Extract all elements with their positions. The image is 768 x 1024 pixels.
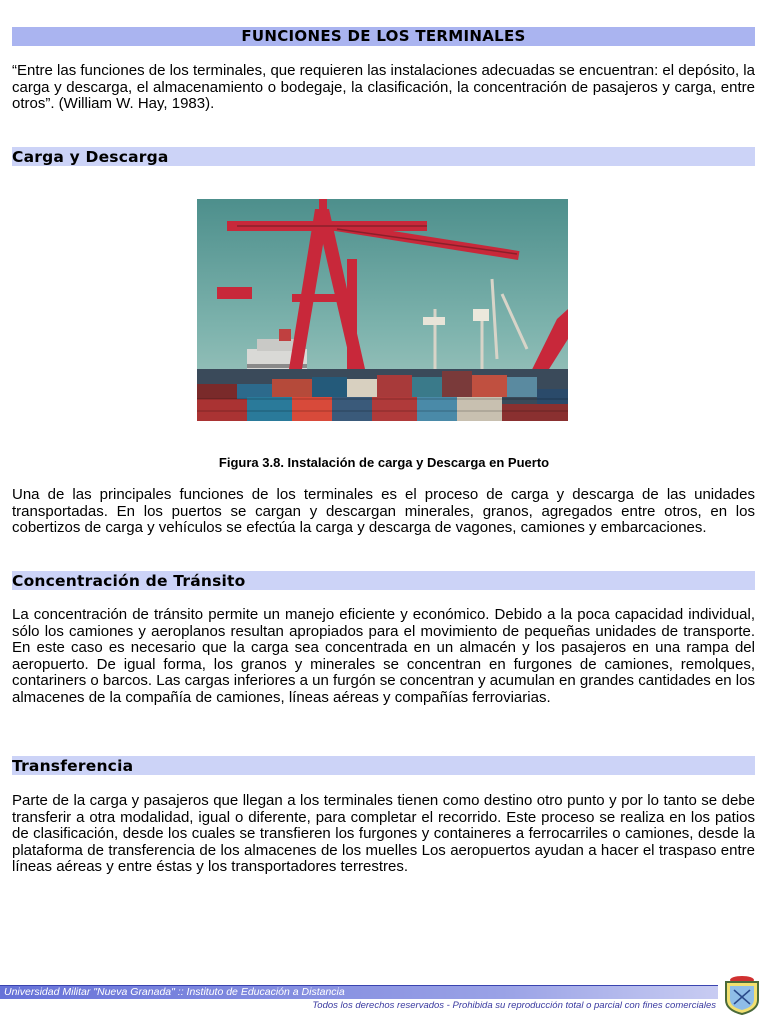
intro-paragraph: “Entre las funciones de los terminales, que requieren las instalaciones adecuadas se encuentran: el depósito, la carga y descarga, el almacenamiento o bodegaje, la clasificación, la concentración de pasajeros y carga, entre otros”. (William W. Hay, 1983). [12, 62, 755, 113]
figure-caption: Figura 3.8. Instalación de carga y Descarga en Puerto [218, 455, 550, 470]
section-body-concentracion: La concentración de tránsito permite un manejo eficiente y económico. Debido a la poca capacidad individual, sólo los camiones y aeroplanos resultan apropiados para el movimiento de pequeñas unidades de transporte. En este caso es necesario que la carga sea concentrada en un almacén y los pasajeros en una rampa del aeropuerto. De igual forma, los granos y minerales se concentran en furgones de camiones, remolques, contariners o barcos. Las cargas inferiores a un furgón se concentran y acumulan en grandes cantidades en los almacenes de la compañía de camiones, líneas aéreas y compañías ferroviarias. [12, 606, 755, 706]
section-body-transferencia: Parte de la carga y pasajeros que llegan a los terminales tienen como destino otro punto y por lo tanto se debe transferir a otra modalidad, igual o diferente, para completar el recorrido. Este proceso se realiza en los patios de clasificación, desde los cuales se transfieren los furgones y containeres a ferrocarriles o camiones, desde la plataforma de transferencia de los almacenes de los muelles Los aeropuertos ayudan a hacer el traspaso entre líneas aéreas y entre éstas y los transportadores terrestres. [12, 792, 755, 876]
page-title: FUNCIONES DE LOS TERMINALES [12, 27, 755, 46]
port-crane-photo [197, 199, 568, 421]
section-heading-transferencia: Transferencia [12, 756, 755, 775]
section-heading-concentracion: Concentración de Tránsito [12, 571, 755, 590]
section-body-carga-descarga: Una de las principales funciones de los terminales es el proceso de carga y descarga de las unidades transportadas. En los puertos se cargan y descargan minerales, granos, agregados entre otros, en los cobertizos de carga y vehículos se efectúa la carga y descarga de vagones, camiones y embarcaciones. [12, 486, 755, 537]
section-heading-carga-descarga: Carga y Descarga [12, 147, 755, 166]
university-shield-icon [720, 972, 764, 1016]
footer-institution: Universidad Militar "Nueva Granada" :: Instituto de Educación a Distancia [0, 986, 718, 999]
footer-rights: Todos los derechos reservados - Prohibida su reproducción total o parcial con fines comerciales [312, 1000, 716, 1011]
